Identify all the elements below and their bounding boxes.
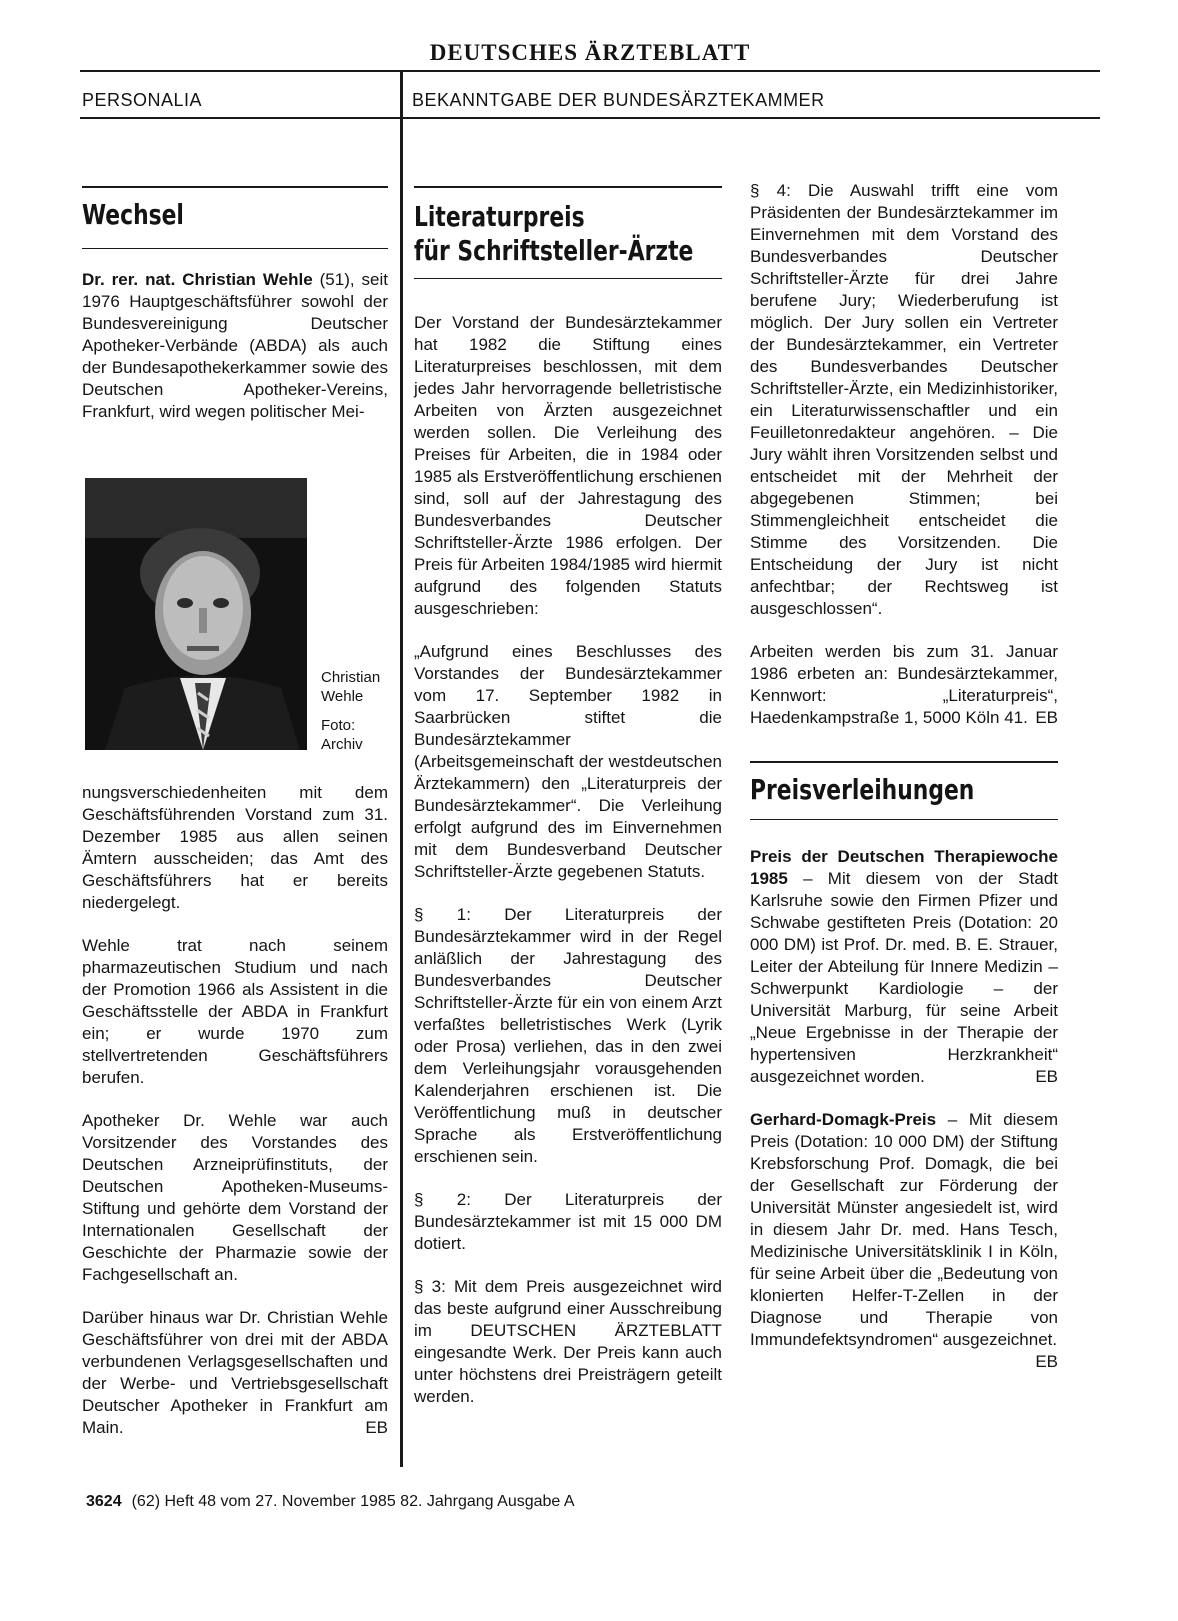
portrait-photo [85,478,307,750]
author-sign: EB [365,1418,388,1437]
section-label-personalia: PERSONALIA [82,90,203,110]
prize-name: Preis der Deutschen Therapiewoche 1985 [750,847,1058,888]
paragraph: Der Vorstand der Bundesärztekammer hat 1982 die Stiftung eines Literaturpreises beschlossen, mit dem jedes Jahr hervorragende belletristische Arbeiten von Ärzten ausgezeichnet werden sollen. Die Verleihung des Preises für Arbeiten, die in 1984 oder 1985 als Erstveröffentlichung erschienen sind, soll auf der Jahrestagung des Bundesverbandes Deutscher Schriftsteller-Ärzte 1986 erfolgen. Der Preis für Arbeiten 1984/1985 wird hiermit aufgrund des folgenden Statuts ausgeschrieben: [414,313,722,618]
headline-wechsel: Wechsel [82,197,184,231]
section-rule [80,117,1100,119]
paragraph: Dr. rer. nat. Christian Wehle (51), seit 1976 Hauptgeschäftsführer sowohl der Bundesvereinigung Deutscher Apotheker-Verbände (ABDA) als auch der Bundesapothekerkammer sowie des Deutschen Apotheker-Vereins, Frankfurt, wird wegen politischer Mei- [82,270,388,421]
column-divider [400,72,403,1467]
paragraph: Wehle trat nach seinem pharmazeutischen Studium und nach der Promotion 1966 als Assistent in die Geschäftsstelle der ABDA in Frankfurt ein; er wurde 1970 zum stellvertretenden Geschäftsführers berufen. [82,936,388,1087]
paragraph: Gerhard-Domagk-Preis – Mit diesem Preis (Dotation: 10 000 DM) der Stiftung Krebsforschung Prof. Domagk, die bei der Gesellschaft zur Förderung der Universität Münster angesiedelt ist, wird in diesem Jahr Dr. med. Hans Tesch, Medizinische Universitätsklinik I in Köln, für seine Arbeit über die „Bedeutung von klonierten Helfer-T-Zellen in der Diagnose und Therapie von Immundefektsyndromen“ ausgezeichnet. EB [750,1110,1058,1371]
paragraph: § 3: Mit dem Preis ausgezeichnet wird das beste aufgrund einer Ausschreibung im DEUTSCHEN ÄRZTEBLATT eingesandte Werk. Der Preis kann auch unter höchstens drei Preisträgern geteilt werden. [414,1277,722,1406]
paragraph: Preis der Deutschen Therapiewoche 1985 – Mit diesem von der Stadt Karlsruhe sowie den Firmen Pfizer und Schwabe gestifteten Preis (Dotation: 20 000 DM) ist Prof. Dr. med. B. E. Strauer, Leiter der Abteilung für Innere Medizin – Schwerpunkt Kardiologie – der Universität Marburg, für seine Arbeit „Neue Ergebnisse in der Therapie der hypertensiven Herzkrankheit“ ausgezeichnet worden. EB [750,847,1058,1086]
photo-caption-credit: Foto: Archiv [321,717,363,753]
author-sign: EB [1035,1352,1058,1371]
photo-caption-name: Christian Wehle [321,669,381,705]
paragraph: nungsverschiedenheiten mit dem Geschäftsführenden Vorstand zum 31. Dezember 1985 aus allen seinen Ämtern ausscheiden; das Amt des Geschäftsführers hat er bereits niedergelegt. [82,783,388,912]
journal-title: DEUTSCHES ÄRZTEBLATT [429,40,751,65]
issue-info: (62) Heft 48 vom 27. November 1985 82. Jahrgang Ausgabe A [131,1493,575,1510]
masthead-rule [80,70,1100,72]
portrait-image [85,478,307,750]
headline-rule-bottom [82,248,388,250]
column-bundesaerztekammer-right [750,180,1058,1373]
column-personalia-continued [82,782,388,1460]
headline-rule-bottom [750,819,1058,821]
paragraph: Darüber hinaus war Dr. Christian Wehle Geschäftsführer von drei mit der ABDA verbundenen Verlagsgesellschaften und der Werbe- und Vertriebsgesellschaft Deutscher Apotheker in Frankfurt am Main. EB [82,1308,388,1437]
paragraph: „Aufgrund eines Beschlusses des Vorstandes der Bundesärztekammer vom 17. September 1982 in Saarbrücken stiftet die Bundesärztekammer (Arbeitsgemeinschaft der westdeutschen Ärztekammern) den „Literaturpreis der Bundesärztekammer“. Die Verleihung erfolgt aufgrund des im Einvernehmen mit dem Bundesverband Deutscher Schriftsteller-Ärzte gegebenen Statuts. [414,642,722,881]
paragraph: § 2: Der Literaturpreis der Bundesärztekammer ist mit 15 000 DM dotiert. [414,1190,722,1253]
author-sign: EB [1035,1067,1058,1086]
prize-name: Gerhard-Domagk-Preis [750,1110,937,1129]
column-personalia [82,186,388,423]
headline-rule-bottom [414,278,722,280]
paragraph: Apotheker Dr. Wehle war auch Vorsitzender des Vorstandes des Deutschen Arzneiprüfinstituts, der Deutschen Apotheken-Museums-Stiftung und gehörte dem Vorstand der Internationalen Gesellschaft der Geschichte der Pharmazie sowie der Fachgesellschaft an. [82,1111,388,1284]
paragraph: § 1: Der Literaturpreis der Bundesärztekammer wird in der Regel anläßlich der Jahrestagung des Bundesverbandes Deutscher Schriftsteller-Ärzte für ein von einem Arzt verfaßtes belletristisches Werk (Lyrik oder Prosa) verliehen, das in den zwei dem Verleihungsjahr vorausgehenden Kalenderjahren erschienen ist. Die Veröffentlichung muß in deutscher Sprache als Erstveröffentlichung erschienen sein. [414,905,723,1166]
page-footer [86,1493,575,1511]
page-number: 3624 [86,1493,122,1510]
headline-literaturpreis: Literaturpreis für Schriftsteller-Ärzte [414,199,694,267]
section-label-bundesaerztekammer: BEKANNTGABE DER BUNDESÄRZTEKAMMER [412,90,825,110]
column-literaturpreis [414,186,722,1429]
paragraph: Arbeiten werden bis zum 31. Januar 1986 erbeten an: Bundesärztekammer, Kennwort: „Literaturpreis“, Haedenkampstraße 1, 5000 Köln 41. EB [750,642,1058,727]
paragraph: § 4: Die Auswahl trifft eine vom Präsidenten der Bundesärztekammer im Einvernehmen mit dem Vorstand des Bundesverbandes Deutscher Schriftsteller-Ärzte für drei Jahre berufene Jury; Wiederberufung ist möglich. Der Jury sollen ein Vertreter der Bundesärztekammer, ein Vertreter des Bundesverbandes Deutscher Schriftsteller-Ärzte, ein Medizinhistoriker, ein Literaturwissenschaftler und ein Feuilletonredakteur angehören. – Die Jury wählt ihren Vorsitzenden selbst und entscheidet mit der Mehrheit der abgegebenen Stimmen; bei Stimmengleichheit entscheidet die Stimme des Vorsitzenden. Die Entscheidung der Jury ist nicht anfechtbar; der Rechtsweg ist ausgeschlossen“. [750,181,1058,618]
headline-preisverleihungen: Preisverleihungen [750,772,975,806]
author-sign: EB [1035,708,1058,727]
person-name: Dr. rer. nat. Christian Wehle [82,270,313,289]
masthead [80,40,1100,70]
